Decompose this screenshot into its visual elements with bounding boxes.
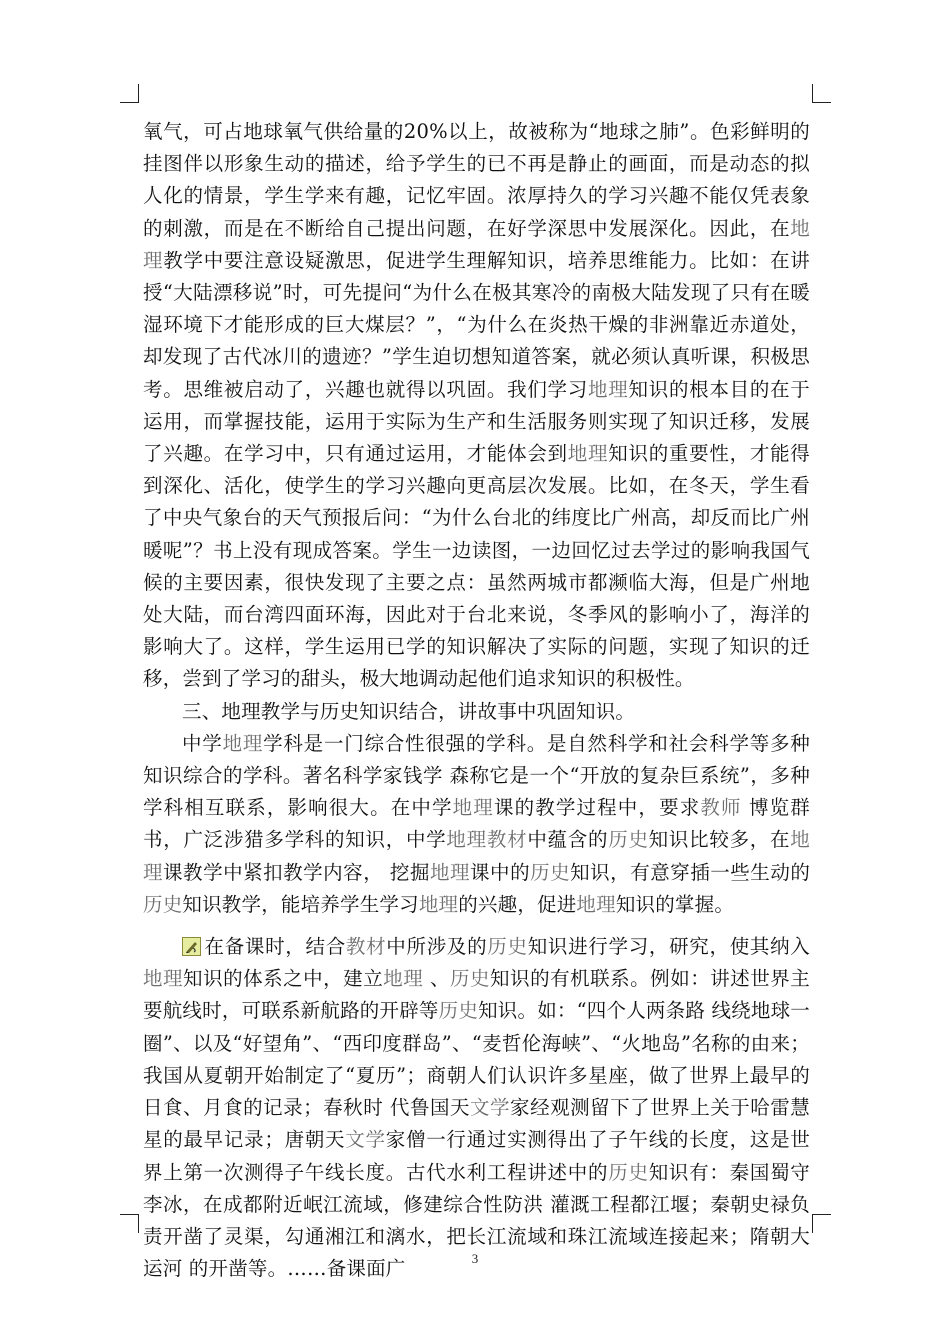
highlighted-term: 地理 [143,216,810,272]
document-body [143,116,810,1285]
highlighted-term: 历史 [487,935,528,959]
text-run: 知识。如：“四个人两条路 线绕地球一圈”、以及“好望角”、“西印度群岛”、“麦哲伦海峡”、“火地岛”名称的由来；我国从夏朝开始制定了“夏历”；商朝人们认识许多星座，做了世界上最早的日食、月食的记录；春秋时 代鲁国天 [143,999,810,1120]
text-run: 氧气，可占地球氧气供给量的20%以上，故被称为“地球之肺”。色彩鲜明的挂图伴以形象生动的描述，给予学生的已不再是静止的画面，而是动态的拟人化的情景，学生学来有趣，记忆牢固。浓厚持久的学习兴趣不能仅凭表象的刺激，而是在不断给自己提出问题，在好学深思中发展深化。因此，在 [143,120,810,240]
text-run: 课教学中紧扣教学内容， 挖掘 [163,860,430,884]
highlighted-term: 地理 [588,377,629,401]
highlighted-term: 历史 [438,999,479,1023]
text-run: 知识的有机联系。例如：讲述世界主要航线时，可联系新航路的开辟等 [143,967,810,1023]
paragraph-gap [143,921,810,931]
highlighted-term: 教材 [345,935,387,959]
text-run: 知识的掌握。 [615,892,735,916]
highlighted-term: 地理 [143,967,184,991]
text-run: 中所涉及的 [386,935,488,959]
text-run: 知识比较多，在 [648,828,791,852]
highlighted-term: 历史 [530,860,571,884]
text-run: 知识有：秦国蜀守李冰，在成都附近岷江流域，修建综合性防洪 灌溉工程都江堰；秦朝史禄负责开凿了灵渠，勾通湘江和漓水，把长江流域和珠江流域连接起来；隋朝大运河 的开凿等。……备课面广 [143,1160,810,1281]
text-run: 知识的重要性，才能得到深化、活化，使学生的学习兴趣向更高层次发展。比如，在冬天，学生看了中央气象台的天气预报后问：“为什么台北的纬度比广州高，却反而比广州暖呢”？书上没有现成答案。学生一边读图，一边回忆过去学过的影响我国气候的主要因素，很快发现了主要之点：虽然两城市都濒临大海，但是广州地处大陆，而台湾四面环海，因此对于台北来说，冬季风的影响小了，海洋的影响大了。这样，学生运用已学的知识解决了实际的问题，实现了知识的迁移，尝到了学习的甜头，极大地调动起他们追求知识的积极性。 [143,442,810,691]
text-run: 家经观测留下了世界上关于哈雷慧星的最早记录；唐朝天 [143,1096,810,1152]
highlighted-term: 地理 [222,731,264,755]
text-run: 博览群书，广泛涉猎多学科的知识，中学 [143,796,810,852]
highlighted-term: 历史 [450,967,491,991]
section-heading-3: 三、地理教学与历史知识结合，讲故事中巩固知识。 [182,699,636,723]
highlighted-term: 历史 [143,892,183,916]
crop-mark-top-right [812,84,831,103]
highlighted-term: 教材 [486,828,528,852]
crop-mark-bottom-left [120,1214,139,1233]
highlighted-term: 文学 [345,1128,386,1152]
text-run: 中蕴含的 [527,828,609,852]
text-run: 家僧一行通过实测得出了子午线的长度，这是世界上第一次测得子午线长度。古代水利工程讲述中的 [143,1128,810,1184]
highlighted-term: 地理 [567,442,609,466]
text-run: 中学 [182,731,223,755]
text-run: 教学中要注意设疑激思，促进学生理解知识，培养思维能力。比如：在讲授“大陆漂移说”时，可先提问“为什么在极其寒冷的南极大陆发现了只有在暖湿环境下才能形成的巨大煤层？”，“为什么在炎热干燥的非洲靠近赤道处，却发现了古代冰川的遗迹？”学生迫切想知道答案，就必须认真听课，积极思考。思维被启动了，兴趣也就得以巩固。我们学习 [143,248,810,401]
highlighted-term: 地理 [452,796,494,820]
text-run: 学科是一门综合性很强的学科。是自然科学和社会科学等多种知识综合的学科。著名科学家钱学 森称它是一个“开放的复杂巨系统”，多种学科相互联系，影响很大。在中学 [143,731,811,820]
highlighted-term: 文学 [470,1096,511,1120]
highlighted-term: 地理 [383,967,424,991]
paragraph-body-2 [143,728,810,921]
crop-mark-top-left [120,84,139,103]
text-run: 的兴趣，促进 [458,892,577,916]
paragraph-body-1 [143,116,810,696]
highlighted-term: 教师 [700,796,742,820]
highlighted-term: 地理 [446,828,487,852]
text-run: 课的教学过程中，要求 [493,796,701,820]
text-run: 在备课时，结合 [204,935,346,959]
paragraph-body-3 [143,931,810,1285]
text-run: 知识的根本目的在于运用，而掌握技能，运用于实际为生产和生活服务则实现了知识迁移，发展了兴趣。在学习中，只有通过运用，才能体会到 [143,377,811,466]
highlighted-term: 历史 [608,828,649,852]
page-number: 3 [471,1251,479,1266]
text-run: 知识，有意穿插一些生动的 [570,860,811,884]
highlighted-term: 地理 [418,892,459,916]
crop-mark-bottom-right [812,1214,831,1233]
text-run: 、 [423,967,450,991]
edit-note-icon[interactable] [182,937,201,956]
highlighted-term: 历史 [608,1160,649,1184]
text-run: 知识进行学习，研究，使其纳入 [527,935,810,959]
text-run: 知识教学，能培养学生学习 [182,892,419,916]
text-run: 知识的体系之中，建立 [183,967,384,991]
highlighted-term: 地理 [429,860,471,884]
highlighted-term: 地理 [143,828,810,884]
text-run: 课中的 [470,860,531,884]
highlighted-term: 地理 [576,892,616,916]
